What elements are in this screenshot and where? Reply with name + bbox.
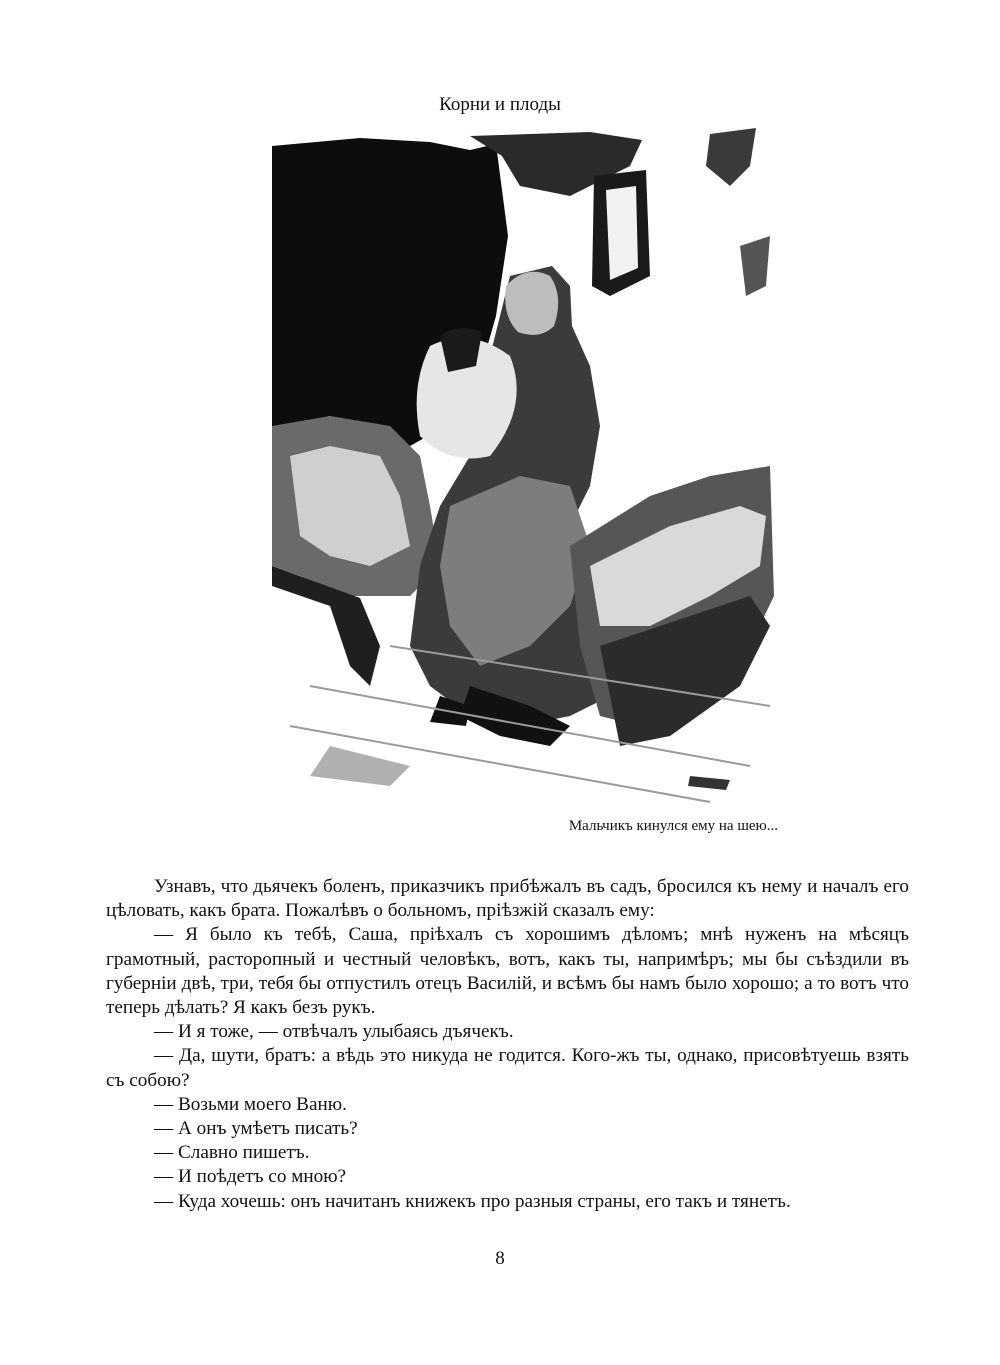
paragraph: — И поѣдетъ со мною? bbox=[154, 1166, 347, 1188]
paragraph: — Славно пишетъ. bbox=[154, 1142, 310, 1164]
illustration bbox=[270, 126, 776, 810]
paragraph: — Куда хочешь: онъ начитанъ книжекъ про разныя страны, его такъ и тянетъ. bbox=[154, 1190, 791, 1212]
running-title: Корни и плоды bbox=[439, 94, 561, 115]
paragraph: — А онъ умѣетъ писать? bbox=[154, 1118, 358, 1140]
illustration-figure-head bbox=[505, 272, 558, 335]
paragraph: — Да, шути, братъ: а вѣдь это никуда не годится. Кого-жъ ты, однако, присовѣтуешь взять съ собою? bbox=[106, 1045, 909, 1091]
figure-caption: Мальчикъ кинулся ему на шею... bbox=[568, 818, 778, 834]
paragraph: — Возьми моего Ваню. bbox=[154, 1093, 347, 1115]
paragraph: Узнавъ, что дьячекъ боленъ, приказчикъ прибѣжалъ въ садъ, бросился къ нему и началъ его цѣловать, какъ брата. Пожалѣвъ о больномъ, пріѣзжій сказалъ ему: bbox=[106, 876, 909, 922]
paragraph: — Я было къ тебѣ, Саша, пріѣхалъ съ хорошимъ дѣломъ; мнѣ нуженъ на мѣсяцъ грамотный, расторопный и честный человѣкъ, вотъ, какъ ты, напримѣръ; мы бы съѣздили въ губерніи двѣ, три, тебя бы отпустилъ отецъ Василій, и всѣмъ бы намъ было хорошо; а то вотъ что теперь дѣлать? Я какъ безъ рукъ. bbox=[106, 924, 909, 1019]
paragraph: — И я тоже, — отвѣчалъ улыбаясь дъячекъ. bbox=[154, 1021, 514, 1043]
body-text bbox=[106, 875, 909, 1214]
page-number: 8 bbox=[495, 1248, 505, 1269]
